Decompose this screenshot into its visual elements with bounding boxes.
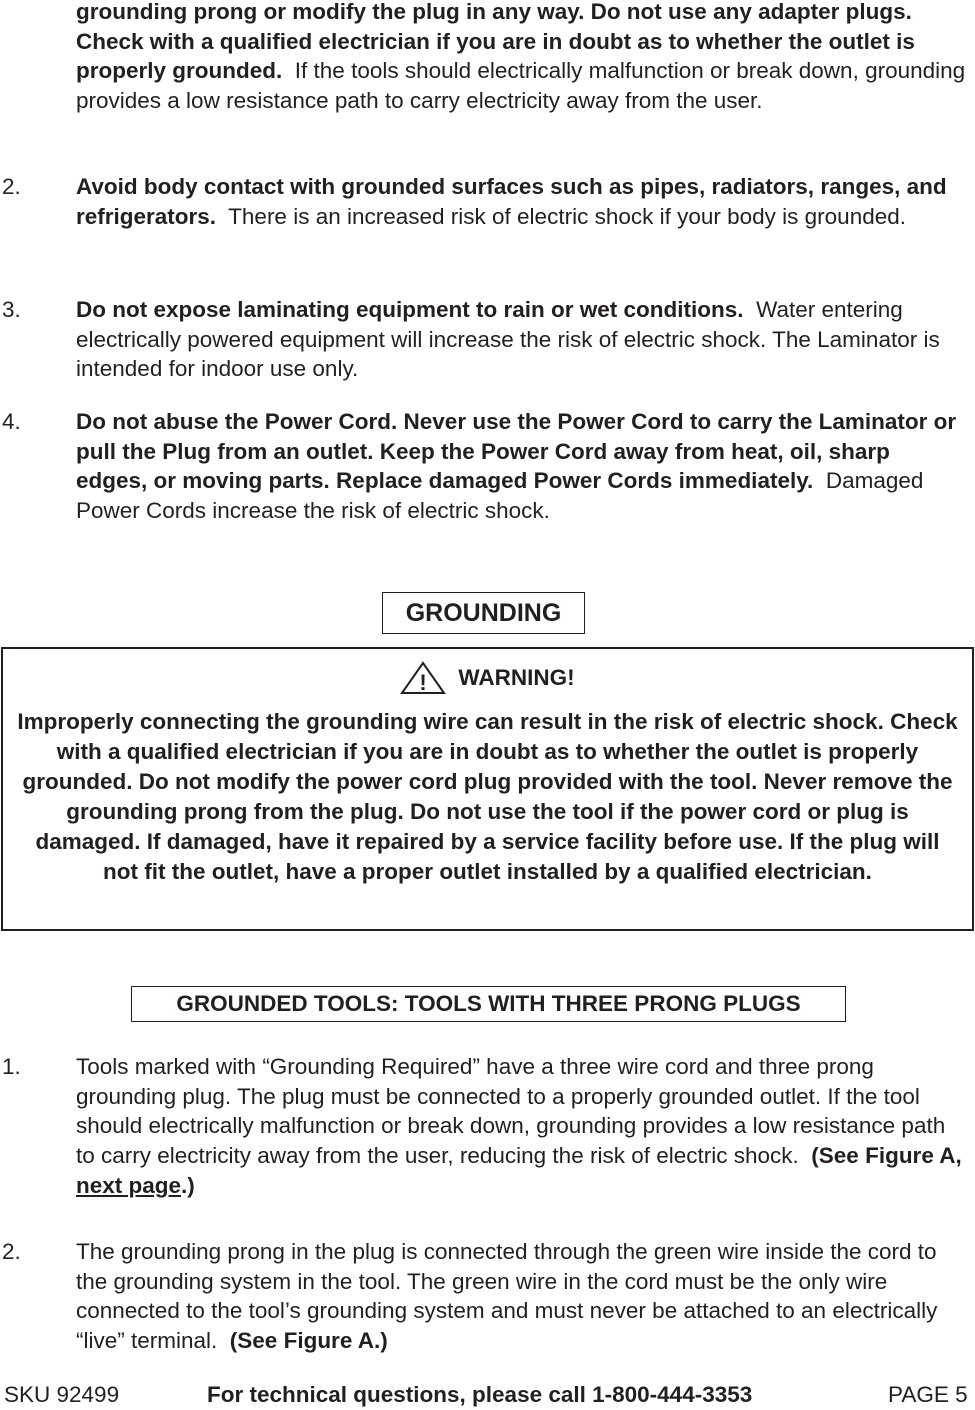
grounded-item xyxy=(76,1052,966,1201)
warning-header xyxy=(3,661,972,695)
footer-sku: SKU 92499 xyxy=(4,1382,120,1407)
footer-page-number: PAGE 5 xyxy=(888,1382,968,1407)
safety-item-text: There is an increased risk of electric shock if your body is grounded. xyxy=(228,203,906,229)
item-number: 4. xyxy=(2,409,21,434)
item-number: 2. xyxy=(2,174,21,199)
warning-icon-symbol: ! xyxy=(419,670,428,695)
footer-contact: For technical questions, please call 1-800-444-3353 xyxy=(207,1382,753,1407)
item-number: 2. xyxy=(2,1239,21,1264)
warning-box xyxy=(1,647,974,931)
next-page-link[interactable]: next page xyxy=(76,1172,182,1198)
safety-item-bold: Do not expose laminating equipment to rain or wet conditions. xyxy=(76,297,744,322)
grounding-heading: GROUNDING xyxy=(382,592,585,634)
intro-bold-text: grounding prong or modify the plug in any way. Do not use any adapter plugs. Check with a qualified electrician if you are in doubt as to whether the outlet is properly grounded. xyxy=(76,0,915,84)
grounded-tools-heading: GROUNDED TOOLS: TOOLS WITH THREE PRONG PLUGS xyxy=(131,986,846,1022)
intro-paragraph xyxy=(76,0,966,116)
item-number: 1. xyxy=(2,1054,21,1079)
item-number: 3. xyxy=(2,297,21,322)
grounded-item-text: Tools marked with “Grounding Required” have a three wire cord and three prong grounding plug. The plug must be connected to a properly grounded outlet. If the tool should electrically malfunction or break down, grounding provides a low resistance path to carry electricity away from the user, reducing the risk of electric shock. xyxy=(76,1054,946,1169)
figure-reference: (See Figure A, next page.) xyxy=(76,1143,962,1198)
safety-item xyxy=(76,407,966,526)
warning-title: WARNING! xyxy=(458,665,575,690)
warning-triangle-icon xyxy=(400,661,446,695)
safety-item-text: Water entering electrically powered equipment will increase the risk of electric shock. The Laminator is intended for indoor use only. xyxy=(76,297,940,382)
safety-item xyxy=(76,172,966,231)
safety-item-bold: Do not abuse the Power Cord. Never use the Power Cord to carry the Laminator or pull the Plug from an outlet. Keep the Power Cord away from heat, oil, sharp edges, or moving parts. Replace damaged Power Cords immediately. xyxy=(76,409,957,494)
safety-item-text: Damaged Power Cords increase the risk of electric shock. xyxy=(76,468,924,524)
grounded-item-text: The grounding prong in the plug is connected through the green wire inside the cord to the grounding system in the tool. The green wire in the cord must be the only wire connected to the tool’s grounding system and must never be attached to an electrically “live” terminal. xyxy=(76,1239,938,1354)
intro-text: If the tools should electrically malfunction or break down, grounding provides a low resistance path to carry electricity away from the user. xyxy=(76,58,966,114)
figure-reference: (See Figure A.) xyxy=(229,1328,388,1354)
safety-item-bold: Avoid body contact with grounded surfaces such as pipes, radiators, ranges, and refrigerators. xyxy=(76,174,947,229)
safety-item xyxy=(76,295,966,384)
warning-body: Improperly connecting the grounding wire can result in the risk of electric shock. Check with a qualified electrician if you are in doubt as to whether the outlet is properly grounded. Do not modify the power cord plug provided with the tool. Never remove the grounding prong from the plug. Do not use the tool if the power cord or plug is damaged. If damaged, have it repaired by a service facility before use. If the plug will not fit the outlet, have a proper outlet installed by a qualified electrician. xyxy=(17,709,958,884)
grounded-item xyxy=(76,1237,966,1356)
